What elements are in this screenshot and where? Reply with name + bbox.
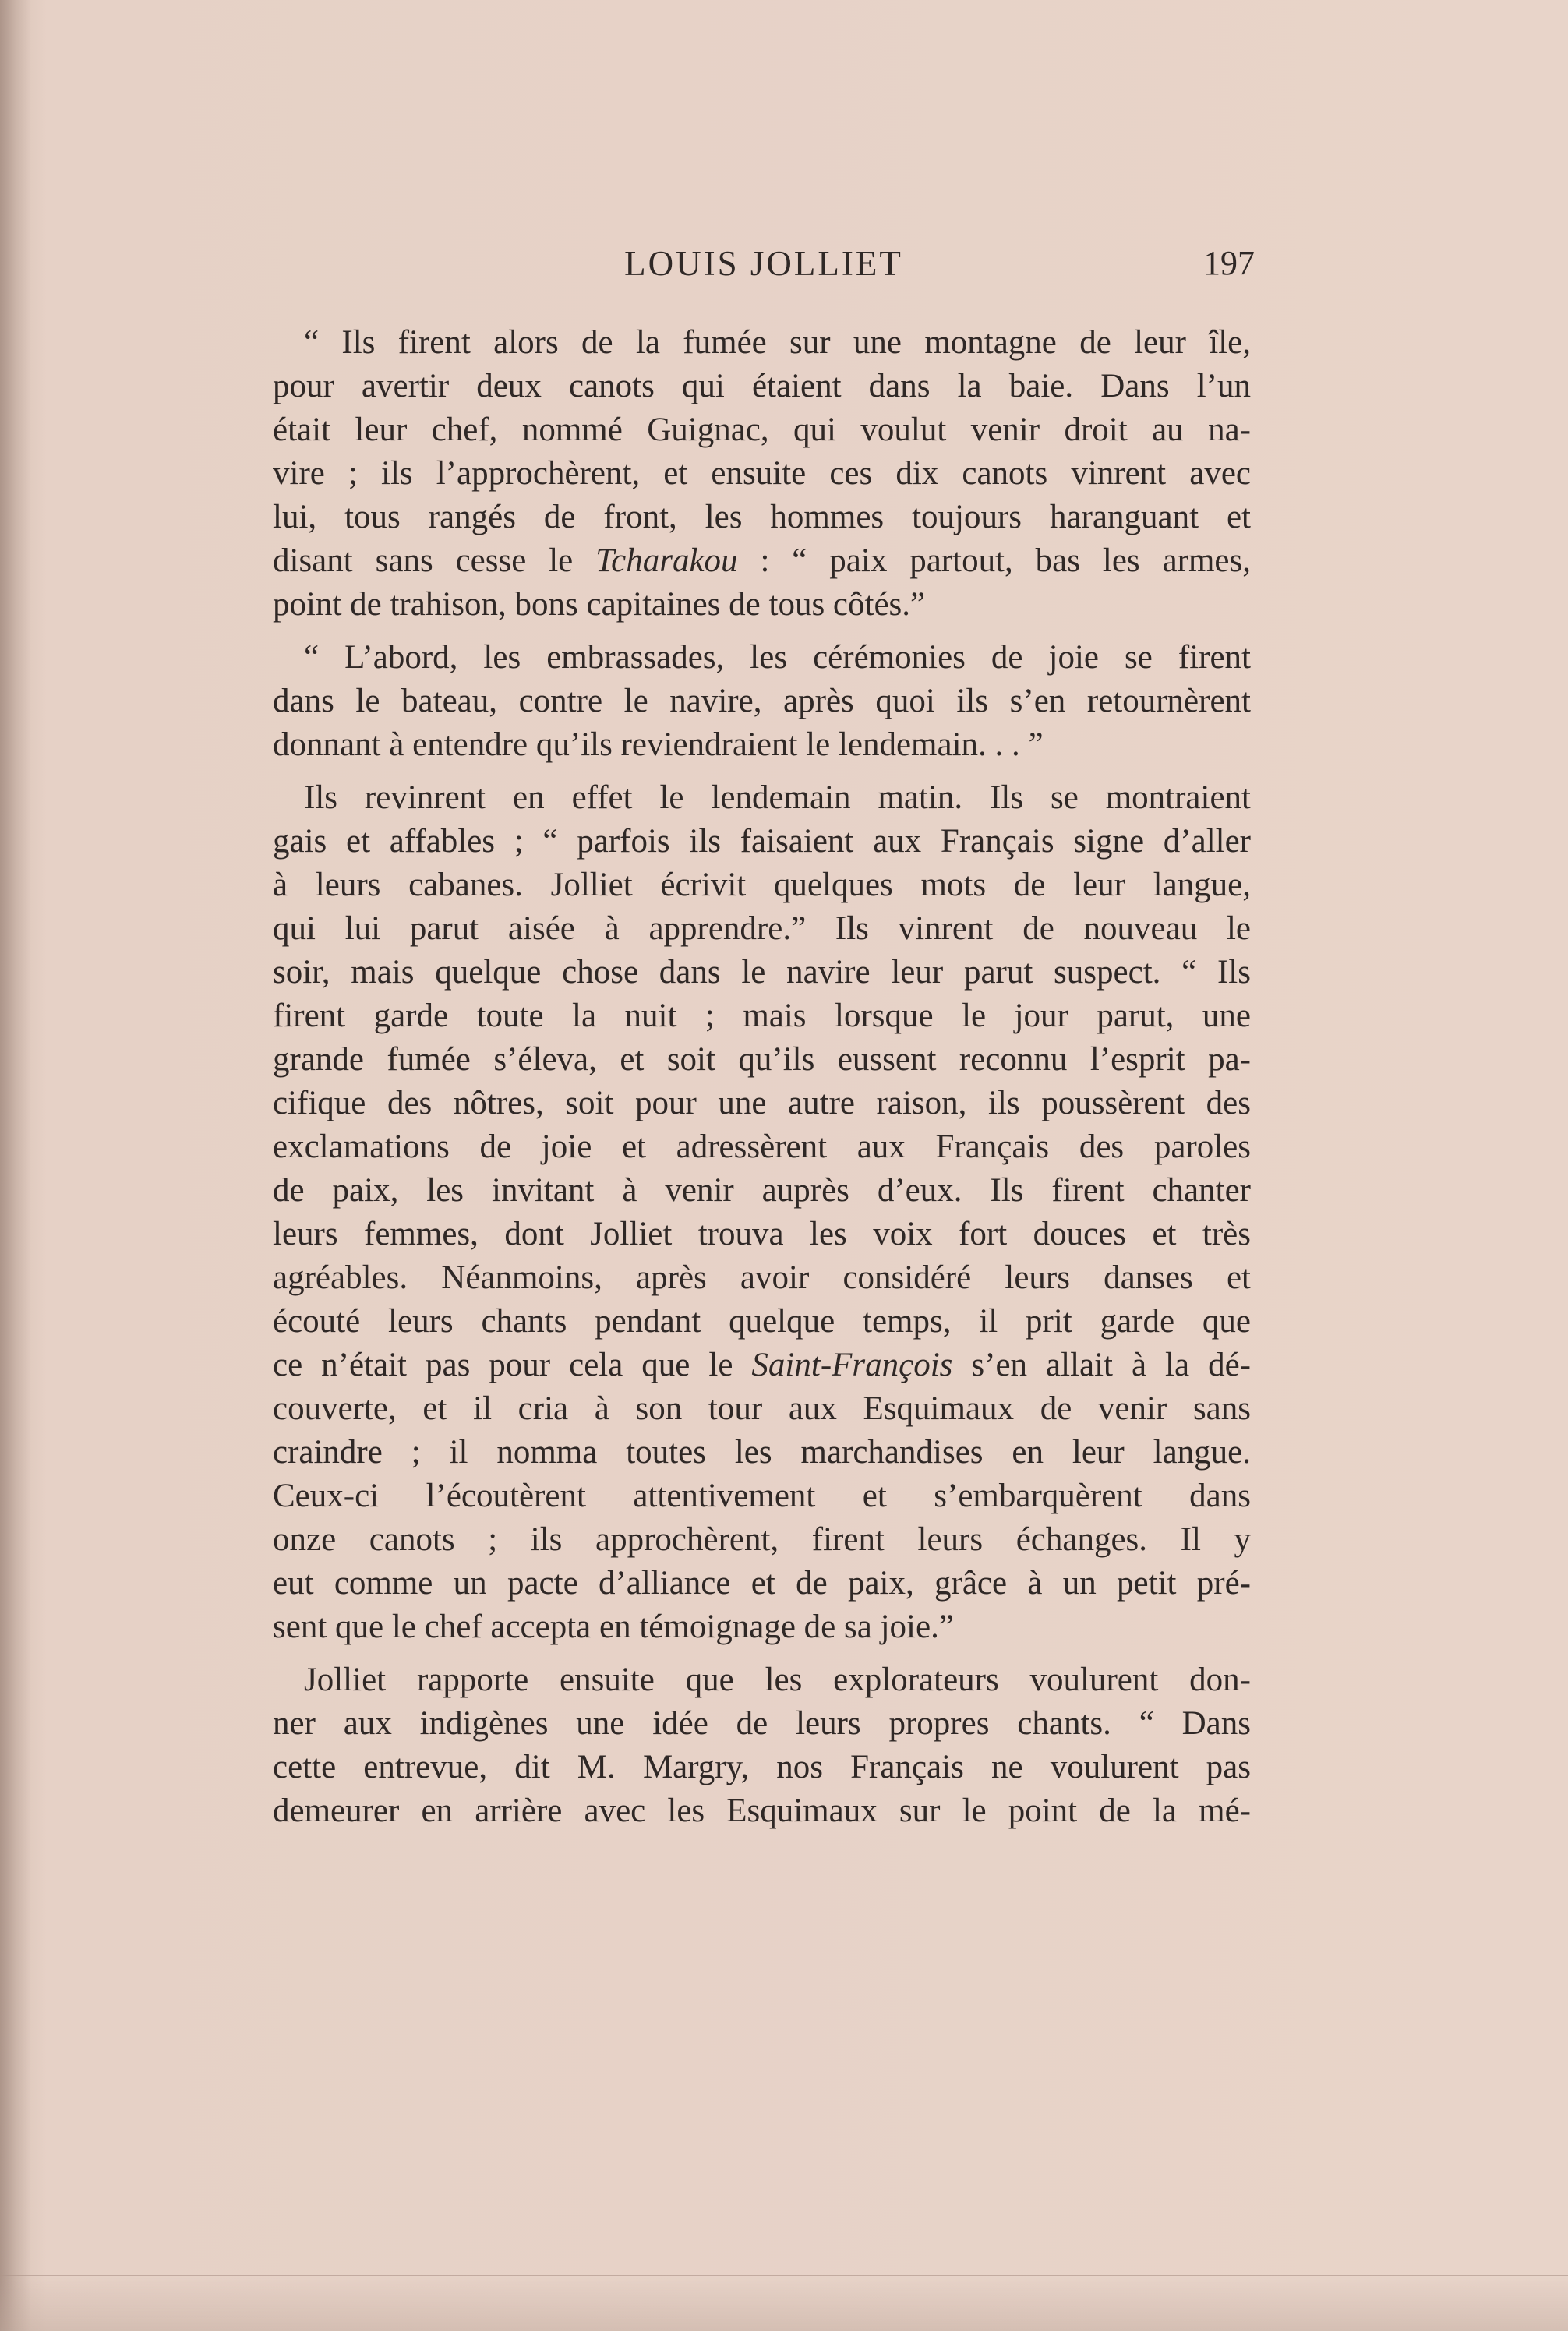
text-line: Jolliet rapporte ensuite que les explorateurs voulurent don- — [304, 1662, 1251, 1698]
text-line: “ Ils firent alors de la fumée sur une montagne de leur île, — [304, 324, 1251, 361]
text-line: soir, mais quelque chose dans le navire leur parut suspect. “ Ils — [273, 954, 1251, 991]
text-line — [273, 539, 1251, 583]
text-line: Ceux-ci l’écoutèrent attentivement et s’embarquèrent dans — [273, 1478, 1251, 1514]
text-line: craindre ; il nomma toutes les marchandises en leur langue. — [273, 1434, 1251, 1471]
text-line: Ils revinrent en effet le lendemain matin. Ils se montraient — [304, 779, 1251, 816]
paragraph — [273, 776, 1251, 1649]
text-line: “ L’abord, les embrassades, les cérémonies de joie se firent — [304, 639, 1251, 676]
text-line: vire ; ils l’approchèrent, et ensuite ces dix canots vinrent avec — [273, 455, 1251, 492]
text-line: sent que le chef accepta en témoignage de sa joie.” — [273, 1609, 954, 1645]
text-line: dans le bateau, contre le navire, après quoi ils s’en retournèrent — [273, 683, 1251, 719]
text-segment: ce n’était pas pour cela que le — [273, 1347, 752, 1383]
paragraph — [273, 321, 1251, 627]
text-line: leurs femmes, dont Jolliet trouva les voix fort douces et très — [273, 1216, 1251, 1252]
page-header — [273, 243, 1255, 290]
text-line — [273, 1344, 1251, 1387]
text-line: ner aux indigènes une idée de leurs propres chants. “ Dans — [273, 1705, 1251, 1742]
body-text — [273, 321, 1251, 1842]
page-number: 197 — [1203, 244, 1255, 282]
text-segment: disant sans cesse le — [273, 542, 596, 579]
text-line: onze canots ; ils approchèrent, firent leurs échanges. Il y — [273, 1521, 1251, 1558]
text-line: cette entrevue, dit M. Margry, nos Français ne voulurent pas — [273, 1749, 1251, 1785]
text-line: agréables. Néanmoins, après avoir considéré leurs danses et — [273, 1259, 1251, 1296]
page-bottom-edge — [0, 2275, 1568, 2331]
paragraph — [273, 1658, 1251, 1833]
spine-shadow — [0, 0, 31, 2331]
text-line: était leur chef, nommé Guignac, qui voulut venir droit au na- — [273, 411, 1251, 448]
text-line: gais et affables ; “ parfois ils faisaient aux Français signe d’aller — [273, 823, 1251, 860]
text-line: écouté leurs chants pendant quelque temps, il prit garde que — [273, 1303, 1251, 1340]
text-line: qui lui parut aisée à apprendre.” Ils vinrent de nouveau le — [273, 910, 1251, 947]
text-line: firent garde toute la nuit ; mais lorsque le jour parut, une — [273, 998, 1251, 1034]
italic-name: Saint-François — [751, 1347, 953, 1383]
text-line: couverte, et il cria à son tour aux Esquimaux de venir sans — [273, 1390, 1251, 1427]
text-line: lui, tous rangés de front, les hommes toujours haranguant et — [273, 499, 1251, 535]
text-line: exclamations de joie et adressèrent aux Français des paroles — [273, 1128, 1251, 1165]
text-line: grande fumée s’éleva, et soit qu’ils eussent reconnu l’esprit pa- — [273, 1041, 1251, 1078]
paragraph — [273, 636, 1251, 767]
text-line: de paix, les invitant à venir auprès d’eux. Ils firent chanter — [273, 1172, 1251, 1209]
text-segment: : “ paix partout, bas les armes, — [737, 542, 1251, 579]
text-line: eut comme un pacte d’alliance et de paix, grâce à un petit pré- — [273, 1565, 1251, 1602]
text-line: cifique des nôtres, soit pour une autre raison, ils poussèrent des — [273, 1085, 1251, 1121]
text-line: à leurs cabanes. Jolliet écrivit quelques mots de leur langue, — [273, 867, 1251, 903]
text-segment: s’en allait à la dé- — [952, 1347, 1251, 1383]
italic-name: Tcharakou — [595, 542, 738, 579]
text-line: donnant à entendre qu’ils reviendraient le lendemain. . . ” — [273, 726, 1044, 763]
text-line: demeurer en arrière avec les Esquimaux sur le point de la mé- — [273, 1792, 1251, 1829]
running-title: LOUIS JOLLIET — [624, 244, 903, 283]
text-line: pour avertir deux canots qui étaient dans la baie. Dans l’un — [273, 368, 1251, 404]
text-line: point de trahison, bons capitaines de tous côtés.” — [273, 586, 926, 623]
